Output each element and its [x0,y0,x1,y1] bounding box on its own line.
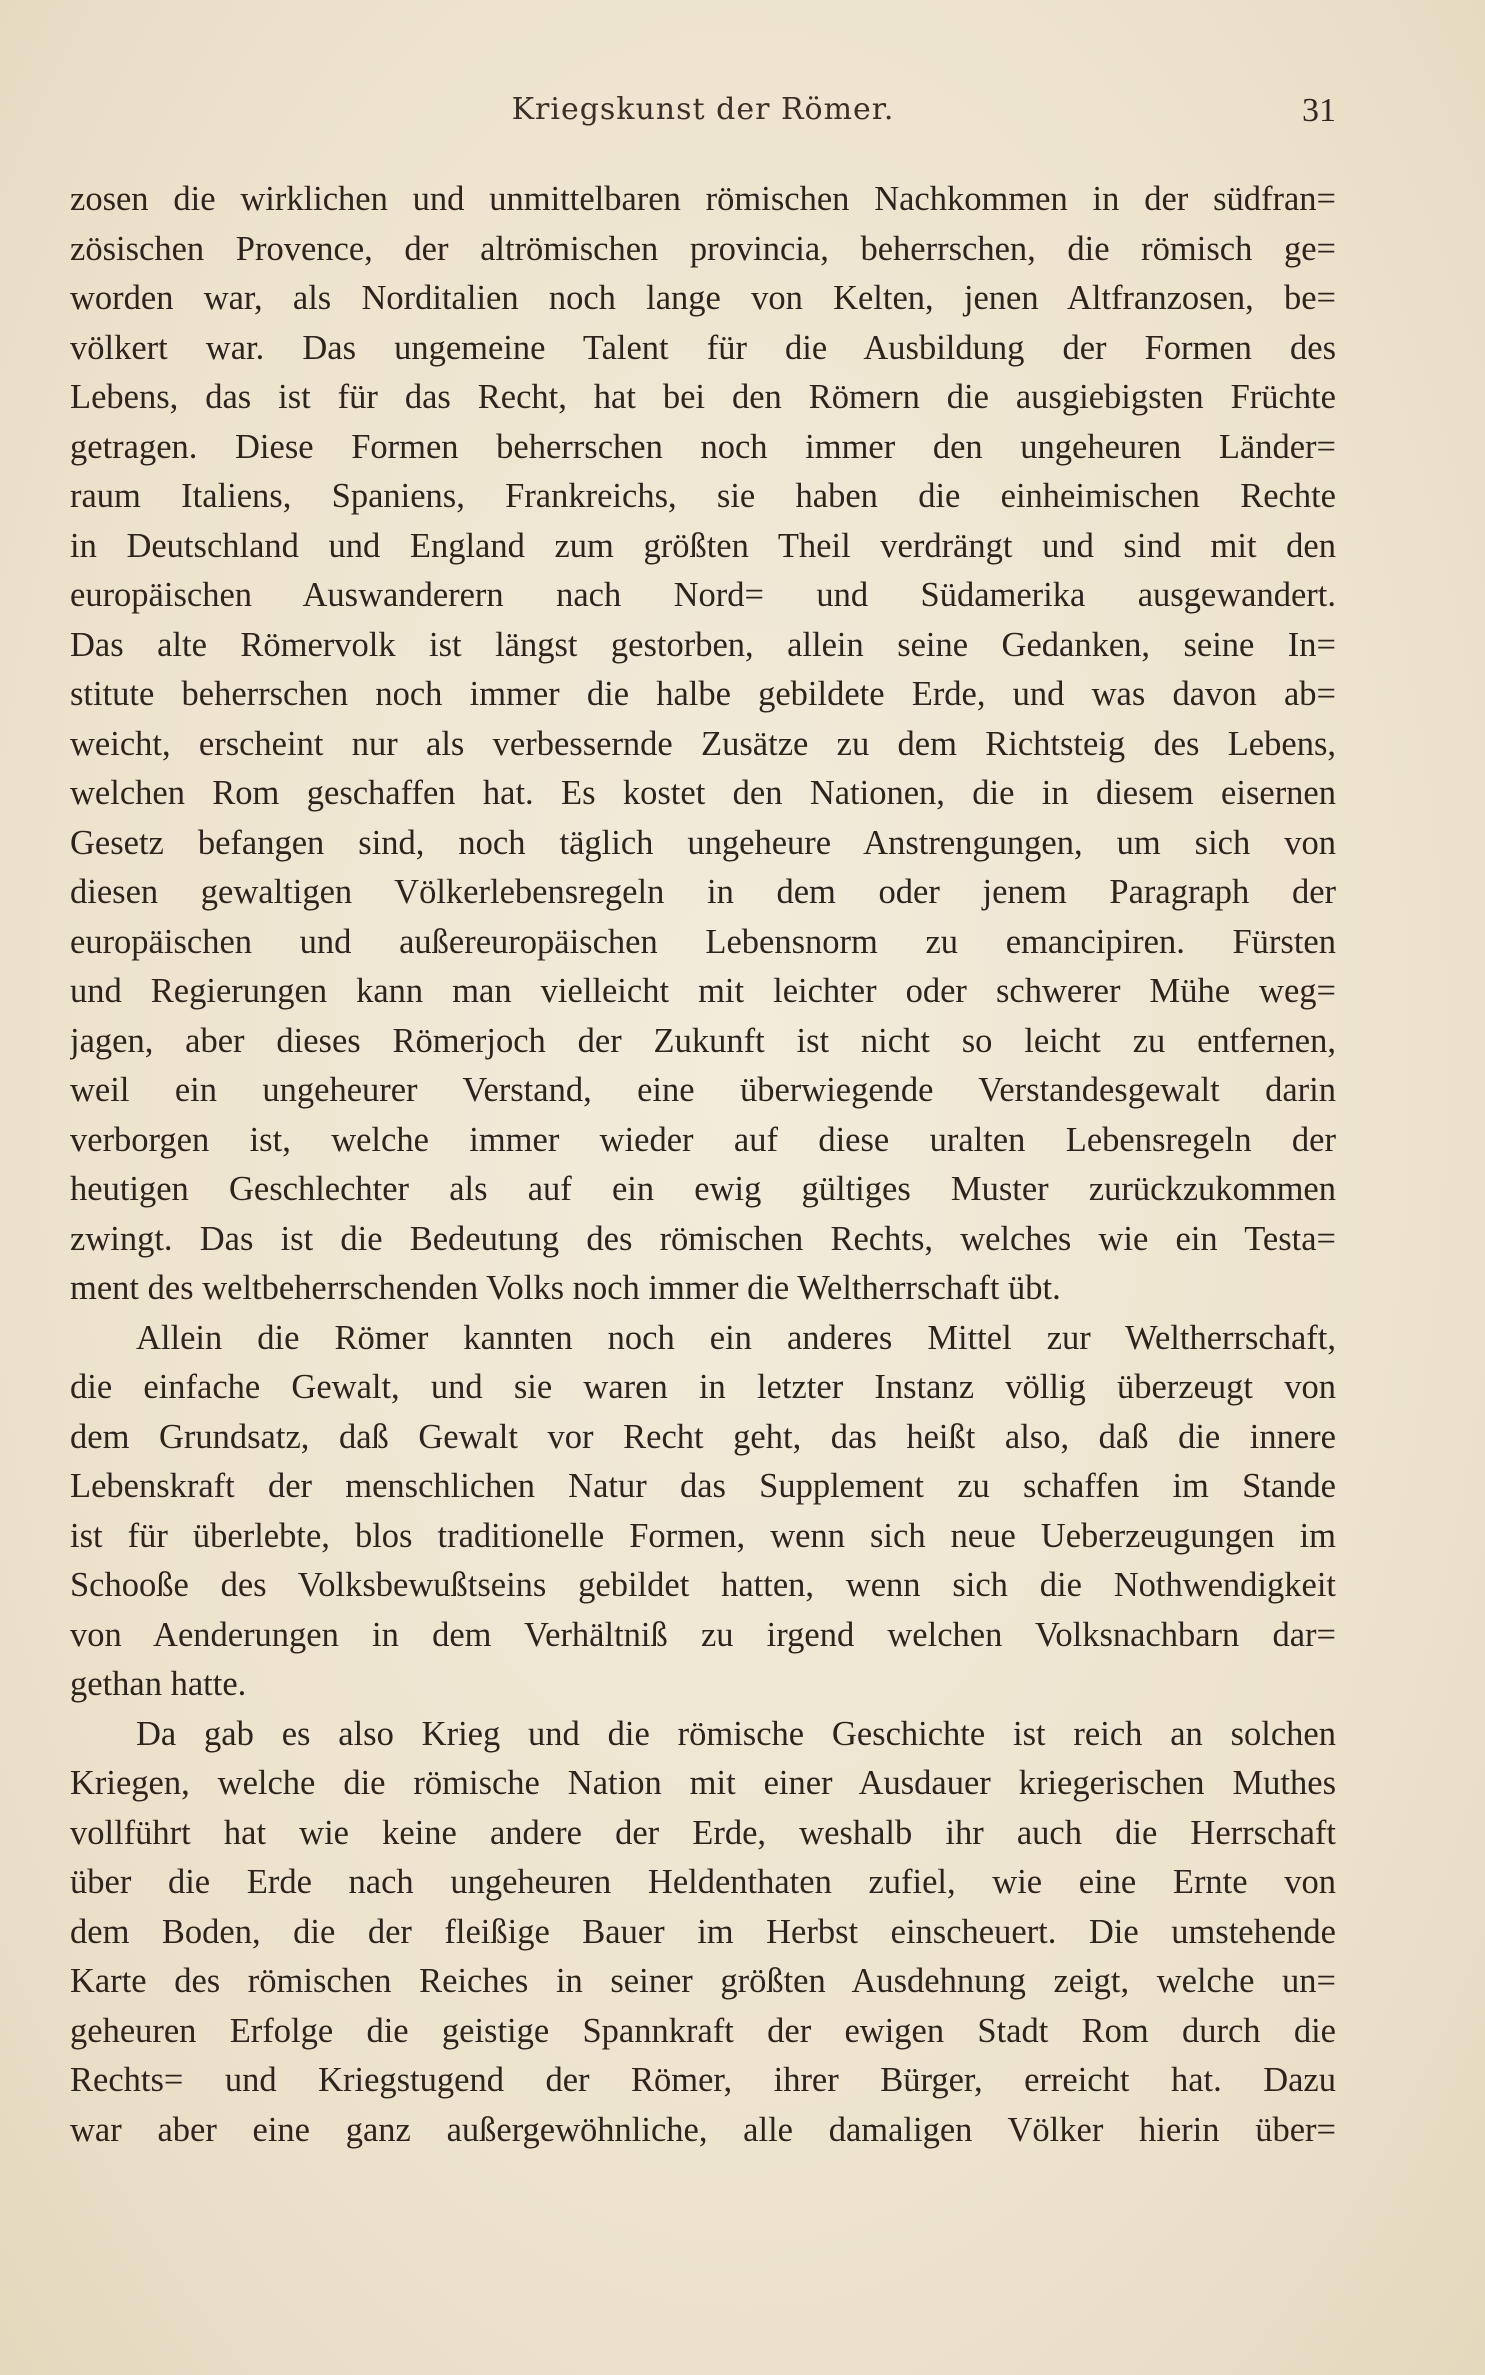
text-line: dem Grundsatz, daß Gewalt vor Recht geht, das heißt also, daß die innere [70,1417,1336,1456]
text-line: über die Erde nach ungeheuren Heldenthaten zufiel, wie eine Ernte von [70,1863,1336,1901]
text-line: stitute beherrschen noch immer die halbe gebildete Erde, und was davon ab= [70,675,1336,713]
text-line: die einfache Gewalt, und sie waren in letzter Instanz völlig überzeugt von [70,1368,1336,1406]
text-line: weicht, erscheint nur als verbessernde Zusätze zu dem Richtsteig des Lebens, [70,724,1336,763]
text-line: von Aenderungen in dem Verhältniß zu irgend welchen Volksnachbarn dar= [70,1615,1336,1654]
text-line: raum Italiens, Spaniens, Frankreichs, sie haben die einheimischen Rechte [70,477,1336,515]
text-line: jagen, aber dieses Römerjoch der Zukunft ist nicht so leicht zu entfernen, [70,1021,1336,1060]
text-line: Das alte Römervolk ist längst gestorben, allein seine Gedanken, seine In= [70,625,1336,664]
text-line: Lebenskraft der menschlichen Natur das Supplement zu schaffen im Stande [70,1467,1336,1505]
text-line: dem Boden, die der fleißige Bauer im Herbst einscheuert. Die umstehende [70,1912,1336,1951]
text-line: geheuren Erfolge die geistige Spannkraft der ewigen Stadt Rom durch die [70,2011,1336,2050]
text-line: Lebens, das ist für das Recht, hat bei den Römern die ausgiebigsten Früchte [70,378,1336,416]
text-line: europäischen und außereuropäischen Lebensnorm zu emancipiren. Fürsten [70,922,1336,961]
text-line: Da gab es also Krieg und die römische Geschichte ist reich an solchen [136,1714,1336,1753]
text-line: Karte des römischen Reiches in seiner größten Ausdehnung zeigt, welche un= [70,1962,1336,2000]
text-line: heutigen Geschlechter als auf ein ewig gültiges Muster zurückzukommen [70,1170,1336,1208]
text-line: Rechts= und Kriegstugend der Römer, ihrer Bürger, erreicht hat. Dazu [70,2061,1336,2099]
text-line: getragen. Diese Formen beherrschen noch immer den ungeheuren Länder= [70,427,1336,466]
text-line: zosen die wirklichen und unmittelbaren römischen Nachkommen in der südfran= [70,180,1336,218]
text-line: ment des weltbeherrschenden Volks noch immer die Weltherrschaft übt. [70,1269,1061,1307]
text-line: europäischen Auswanderern nach Nord= und Südamerika ausgewandert. [70,576,1336,614]
page-number: 31 [1302,92,1336,129]
text-line: zwingt. Das ist die Bedeutung des römischen Rechts, welches wie ein Testa= [70,1219,1336,1258]
text-line: Gesetz befangen sind, noch täglich ungeheure Anstrengungen, um sich von [70,823,1336,862]
text-line: Kriegen, welche die römische Nation mit einer Ausdauer kriegerischen Muthes [70,1764,1336,1802]
text-line: verborgen ist, welche immer wieder auf diese uralten Lebensregeln der [70,1120,1336,1159]
text-line: Schooße des Volksbewußtseins gebildet hatten, wenn sich die Nothwendigkeit [70,1566,1336,1604]
running-title: Kriegskunst der Römer. [511,92,895,127]
text-line: weil ein ungeheurer Verstand, eine überwiegende Verstandesgewalt darin [70,1071,1336,1109]
text-line: und Regierungen kann man vielleicht mit leichter oder schwerer Mühe weg= [70,972,1336,1010]
text-line: worden war, als Norditalien noch lange von Kelten, jenen Altfranzosen, be= [70,279,1336,317]
body-text [70,175,1336,2155]
text-line: in Deutschland und England zum größten Theil verdrängt und sind mit den [70,526,1336,565]
text-line: vollführt hat wie keine andere der Erde, weshalb ihr auch die Herrschaft [70,1813,1336,1852]
text-line: gethan hatte. [70,1665,247,1703]
text-line: zösischen Provence, der altrömischen provincia, beherrschen, die römisch ge= [70,229,1336,268]
text-line: diesen gewaltigen Völkerlebensregeln in dem oder jenem Paragraph der [70,873,1336,911]
text-line: völkert war. Das ungemeine Talent für die Ausbildung der Formen des [70,328,1336,367]
text-line: ist für überlebte, blos traditionelle Formen, wenn sich neue Ueberzeugungen im [70,1516,1336,1555]
text-line: welchen Rom geschaffen hat. Es kostet den Nationen, die in diesem eisernen [70,774,1336,812]
text-line: war aber eine ganz außergewöhnliche, alle damaligen Völker hierin über= [70,2110,1336,2149]
text-line: Allein die Römer kannten noch ein anderes Mittel zur Weltherrschaft, [136,1318,1336,1357]
page-header [70,92,1336,152]
